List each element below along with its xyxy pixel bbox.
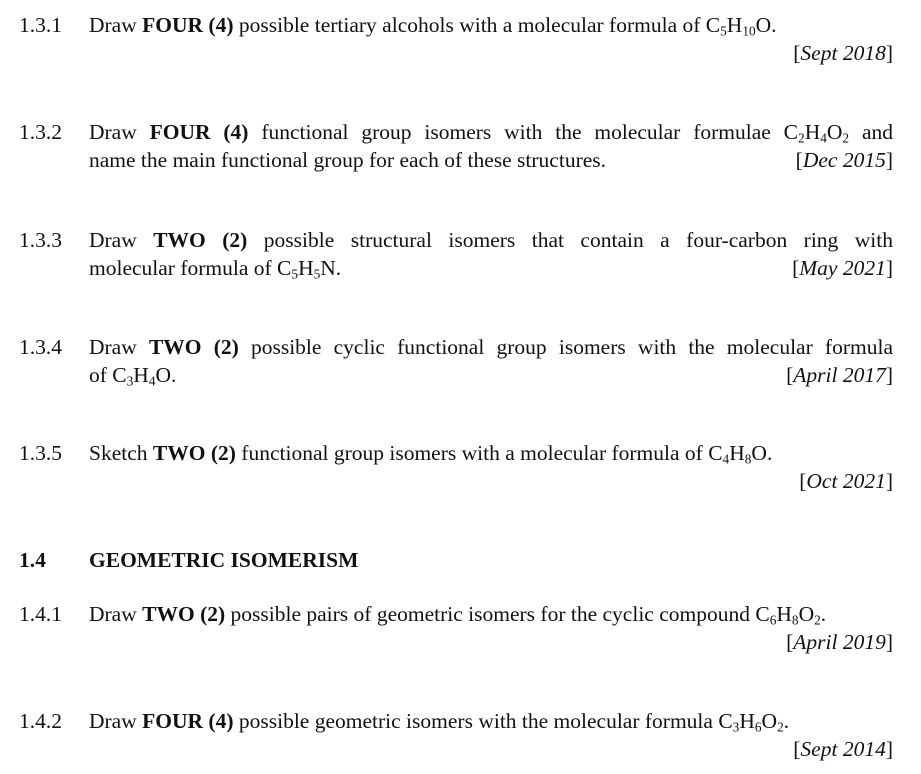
question-text-line-2: molecular formula of $C_5H_5N$. [May 2021] [89, 258, 893, 286]
section-number: 1.4 [19, 548, 46, 572]
question-text: Draw FOUR (4) functional group isomers with the molecular formulae $C_2H_4O_2$ and [89, 120, 894, 146]
question-body [89, 337, 893, 393]
exam-reference: [April 2017] [786, 363, 893, 387]
question-text-line-2: of $C_3H_4O$. [April 2017] [89, 365, 893, 393]
exam-reference: [Oct 2021] [799, 469, 893, 493]
question-text: Draw FOUR (4) possible tertiary alcohols with a molecular formula of $C_5H_{10}O$. [89, 13, 777, 39]
question-number: 1.3.1 [19, 13, 62, 37]
question-text: Sketch TWO (2) functional group isomers with a molecular formula of $C_4H_8O$. [89, 441, 773, 467]
exam-reference: [May 2021] [792, 256, 893, 280]
question-body [89, 122, 893, 178]
question-body [89, 711, 893, 767]
question-number: 1.3.5 [19, 441, 62, 465]
question-text: Draw FOUR (4) possible geometric isomers with the molecular formula $C_3H_6O_2$. [89, 709, 790, 735]
question-number: 1.3.2 [19, 120, 62, 144]
question-text: Draw TWO (2) possible cyclic functional group isomers with the molecular formula [89, 335, 893, 359]
question-text-line-2: name the main functional group for each of these structures. [Dec 2015] [89, 150, 893, 178]
question-body [89, 443, 893, 499]
question-number: 1.4.1 [19, 602, 62, 626]
question-body [89, 15, 893, 71]
question-body [89, 230, 893, 286]
section-title: GEOMETRIC ISOMERISM [89, 548, 359, 572]
question-number: 1.3.4 [19, 335, 62, 359]
question-text: Draw TWO (2) possible pairs of geometric isomers for the cyclic compound $C_6H_8O_2$. [89, 602, 827, 628]
question-number: 1.3.3 [19, 228, 62, 252]
question-body [89, 604, 893, 660]
exam-reference: [Sept 2014] [793, 737, 893, 761]
question-number: 1.4.2 [19, 709, 62, 733]
exam-reference: [Dec 2015] [795, 148, 893, 172]
exam-reference: [Sept 2018] [793, 41, 893, 65]
question-text: Draw TWO (2) possible structural isomers that contain a four-carbon ring with [89, 228, 893, 252]
exam-reference: [April 2019] [786, 630, 893, 654]
